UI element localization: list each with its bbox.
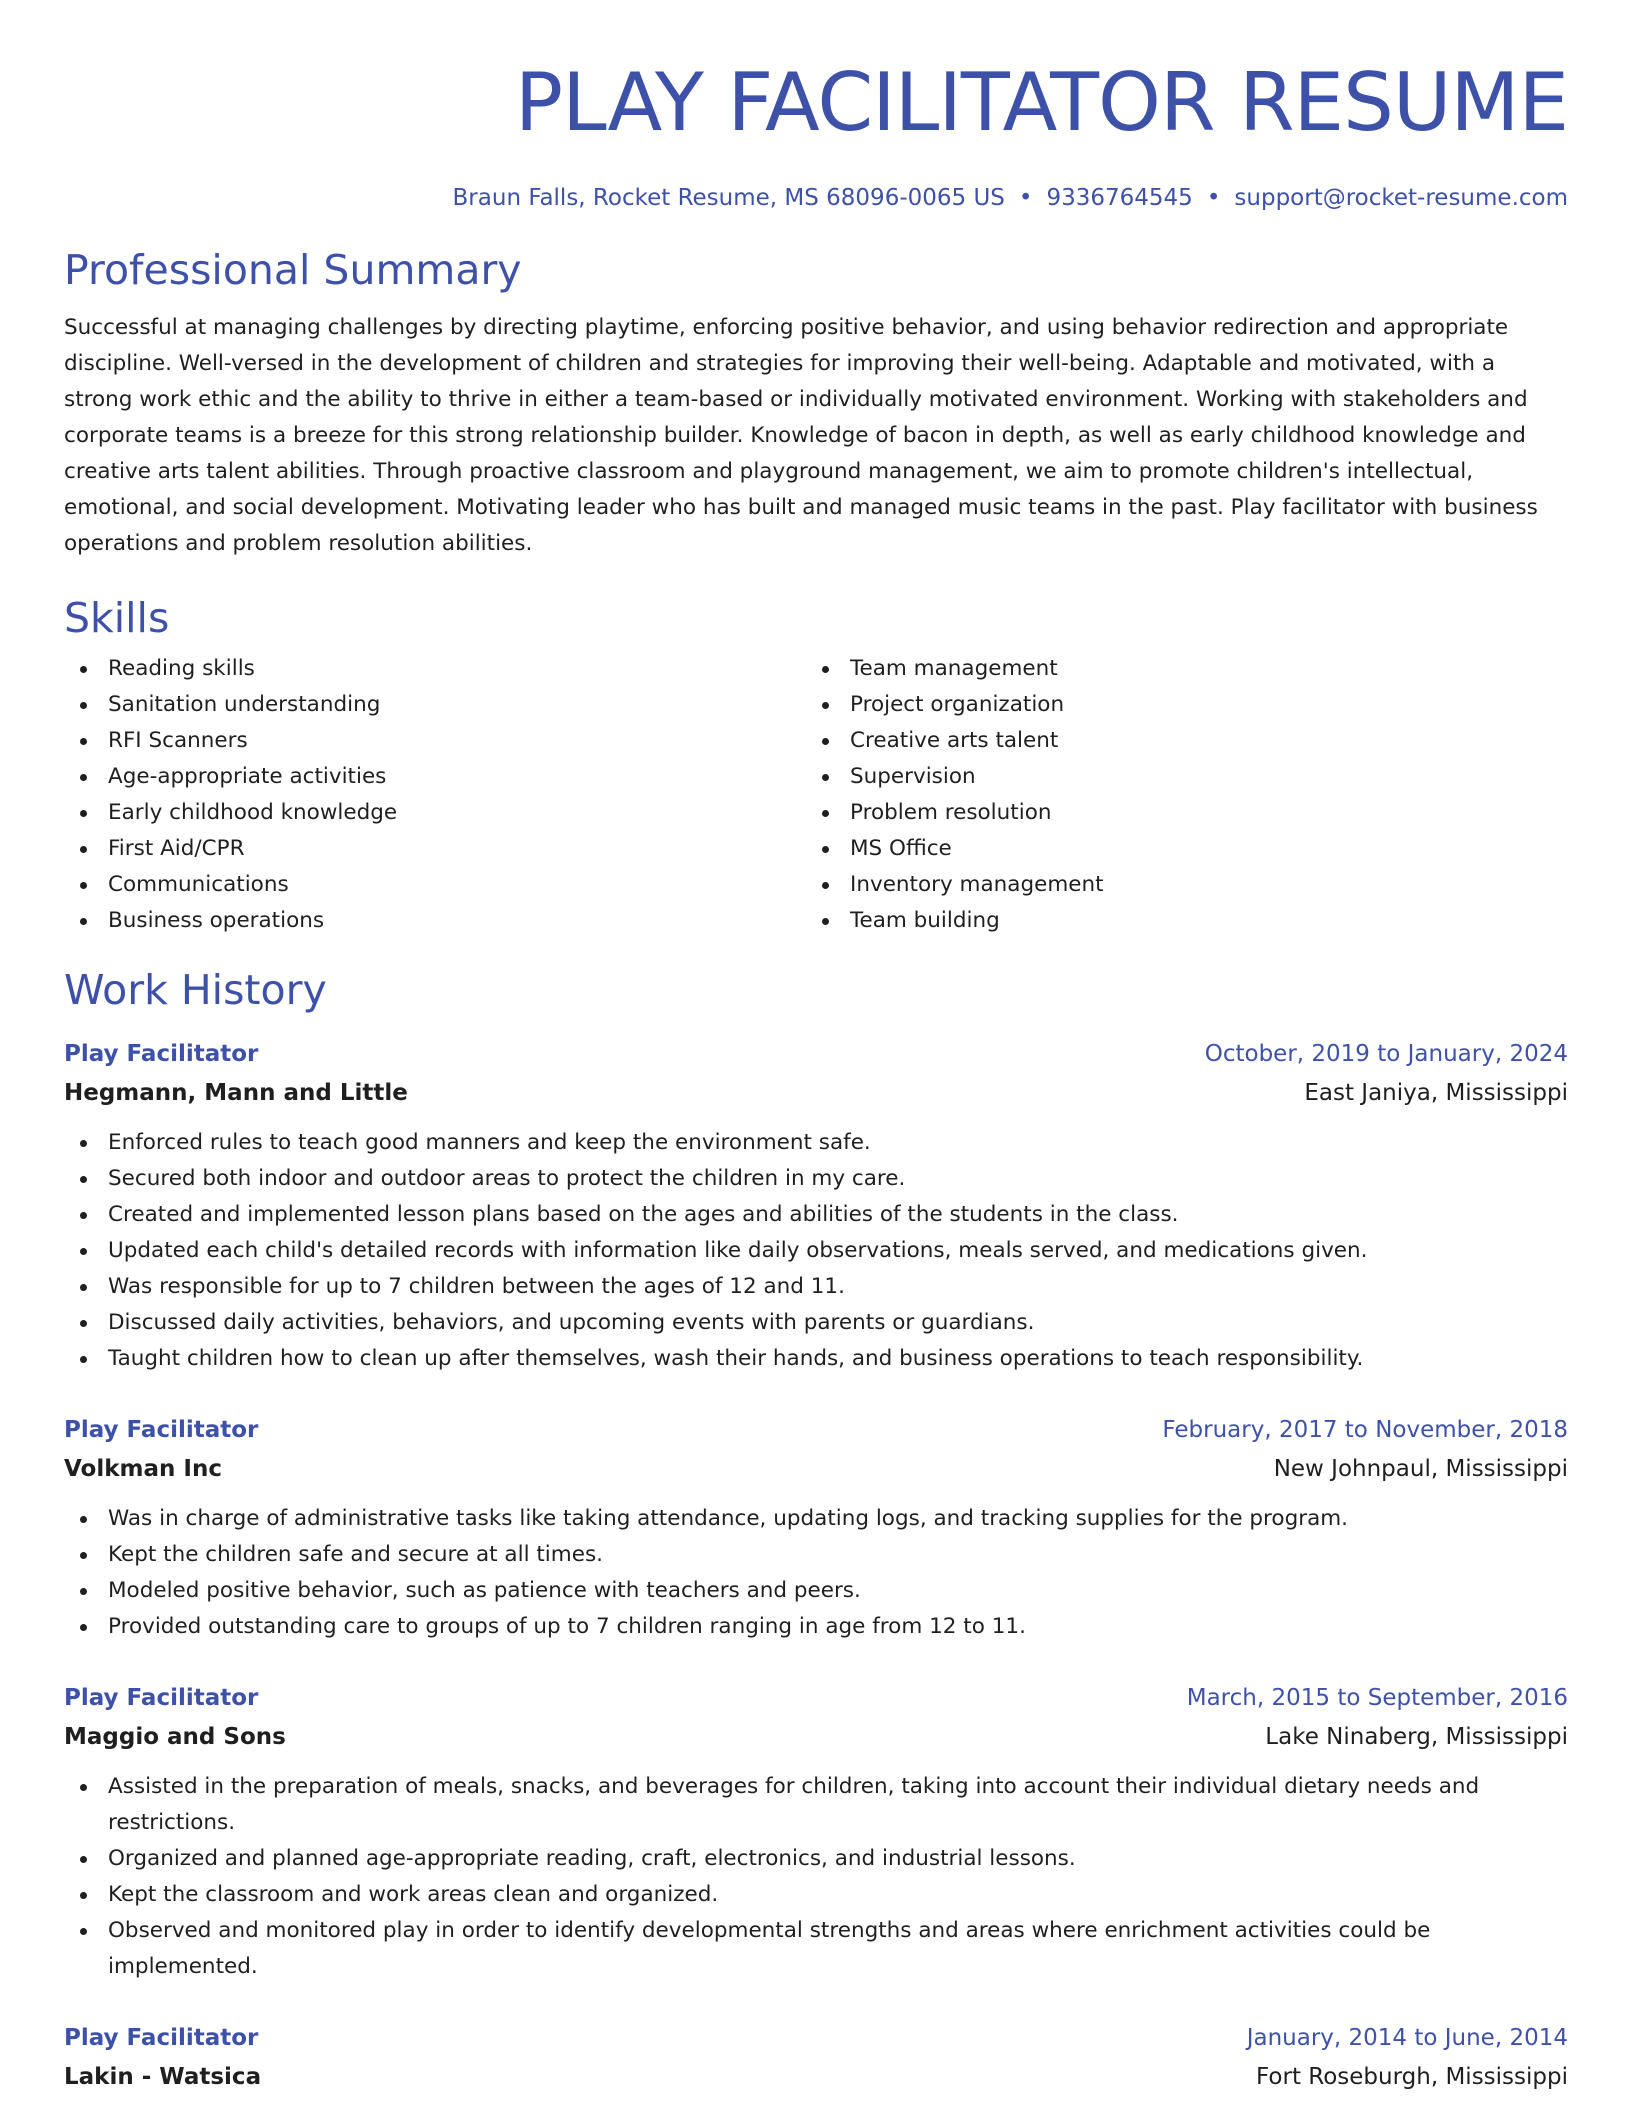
job-dates: January, 2014 to June, 2014 bbox=[1246, 2025, 1568, 2051]
skill-item: Early childhood knowledge bbox=[64, 795, 806, 831]
job-bullet: Organized and planned age-appropriate reading, craft, electronics, and industrial lessons. bbox=[64, 1841, 1568, 1877]
job-bullet: Updated each child's detailed records with information like daily observations, meals served, and medications given. bbox=[64, 1233, 1568, 1269]
job-bullets bbox=[64, 1501, 1568, 1645]
job-title: Play Facilitator bbox=[64, 1041, 259, 1067]
job-location: Lake Ninaberg, Mississippi bbox=[1265, 1724, 1568, 1750]
job-company: Hegmann, Mann and Little bbox=[64, 1080, 408, 1106]
job-company-row bbox=[64, 1073, 1568, 1113]
skill-item: Communications bbox=[64, 867, 806, 903]
summary-heading: Professional Summary bbox=[64, 246, 522, 294]
skills-column-left bbox=[64, 651, 806, 939]
contact-address: Braun Falls, Rocket Resume, MS 68096-0065 US bbox=[452, 185, 1005, 211]
job-bullet: Taught children how to clean up after themselves, wash their hands, and business operations to teach responsibility. bbox=[64, 1341, 1568, 1377]
contact-separator: • bbox=[1206, 185, 1221, 211]
job-bullet: Discussed daily activities, behaviors, and upcoming events with parents or guardians. bbox=[64, 1305, 1568, 1341]
skill-item: Team building bbox=[806, 903, 1104, 939]
job-bullet: Assisted in the preparation of meals, snacks, and beverages for children, taking into account their individual dietary needs and restrictions. bbox=[64, 1769, 1568, 1841]
job-location: New Johnpaul, Mississippi bbox=[1273, 1456, 1568, 1482]
job-title-row bbox=[64, 2019, 1568, 2057]
contact-email[interactable]: support@rocket-resume.com bbox=[1234, 185, 1568, 211]
job-company-row bbox=[64, 1717, 1568, 1757]
skill-item: Business operations bbox=[64, 903, 806, 939]
work-history-heading: Work History bbox=[64, 966, 327, 1014]
skill-item: Sanitation understanding bbox=[64, 687, 806, 723]
skills-list bbox=[64, 651, 1568, 939]
skill-item: RFI Scanners bbox=[64, 723, 806, 759]
skill-item: Age-appropriate activities bbox=[64, 759, 806, 795]
resume-header bbox=[64, 0, 1568, 215]
job-title-row bbox=[64, 1679, 1568, 1717]
job-bullet: Enforced rules to teach good manners and keep the environment safe. bbox=[64, 1125, 1568, 1161]
contact-separator: • bbox=[1018, 185, 1033, 211]
contact-phone: 9336764545 bbox=[1046, 185, 1193, 211]
job-title: Play Facilitator bbox=[64, 2025, 259, 2051]
job-bullet: Secured both indoor and outdoor areas to protect the children in my care. bbox=[64, 1161, 1568, 1197]
job-entry bbox=[64, 1411, 1568, 1645]
job-title-row bbox=[64, 1411, 1568, 1449]
work-history-list bbox=[64, 1035, 1568, 2097]
summary-text: Successful at managing challenges by directing playtime, enforcing positive behavior, and using behavior redirection and appropriate discipline. Well-versed in the development of children and strategies for improving their well-being. Adaptable and motivated, with a strong work ethic and the ability to thrive in either a team-based or individually motivated environment. Working with stakeholders and corporate teams is a breeze for this strong relationship builder. Knowledge of bacon in depth, as well as early childhood knowledge and creative arts talent abilities. Through proactive classroom and playground management, we aim to promote children's intellectual, emotional, and social development. Motivating leader who has built and managed music teams in the past. Play facilitator with business operations and problem resolution abilities. bbox=[64, 315, 1538, 556]
job-bullet: Modeled positive behavior, such as patience with teachers and peers. bbox=[64, 1573, 1568, 1609]
job-title: Play Facilitator bbox=[64, 1685, 259, 1711]
job-bullet: Kept the classroom and work areas clean and organized. bbox=[64, 1877, 1568, 1913]
skill-item: First Aid/CPR bbox=[64, 831, 806, 867]
job-company: Volkman Inc bbox=[64, 1456, 222, 1482]
job-bullet: Was responsible for up to 7 children between the ages of 12 and 11. bbox=[64, 1269, 1568, 1305]
job-bullets bbox=[64, 1125, 1568, 1377]
skill-item: MS Office bbox=[806, 831, 1104, 867]
job-company: Maggio and Sons bbox=[64, 1724, 286, 1750]
skill-item: Creative arts talent bbox=[806, 723, 1104, 759]
skill-item: Reading skills bbox=[64, 651, 806, 687]
job-bullet: Observed and monitored play in order to identify developmental strengths and areas where enrichment activities could be implemented. bbox=[64, 1913, 1568, 1985]
job-location: Fort Roseburgh, Mississippi bbox=[1256, 2064, 1568, 2090]
skill-item: Inventory management bbox=[806, 867, 1104, 903]
job-location: East Janiya, Mississippi bbox=[1304, 1080, 1568, 1106]
job-bullet: Created and implemented lesson plans based on the ages and abilities of the students in the class. bbox=[64, 1197, 1568, 1233]
job-company-row bbox=[64, 1449, 1568, 1489]
skill-item: Problem resolution bbox=[806, 795, 1104, 831]
skill-item: Supervision bbox=[806, 759, 1104, 795]
skill-item: Project organization bbox=[806, 687, 1104, 723]
job-entry bbox=[64, 2019, 1568, 2097]
job-bullet: Kept the children safe and secure at all times. bbox=[64, 1537, 1568, 1573]
job-company-row bbox=[64, 2057, 1568, 2097]
job-bullet: Provided outstanding care to groups of up to 7 children ranging in age from 12 to 11. bbox=[64, 1609, 1568, 1645]
contact-line bbox=[64, 181, 1568, 215]
job-dates: March, 2015 to September, 2016 bbox=[1186, 1685, 1568, 1711]
job-entry bbox=[64, 1035, 1568, 1377]
job-title: Play Facilitator bbox=[64, 1417, 259, 1443]
job-bullet: Was in charge of administrative tasks like taking attendance, updating logs, and tracking supplies for the program. bbox=[64, 1501, 1568, 1537]
skills-heading: Skills bbox=[64, 594, 170, 642]
job-dates: February, 2017 to November, 2018 bbox=[1162, 1417, 1568, 1443]
job-dates: October, 2019 to January, 2024 bbox=[1204, 1041, 1568, 1067]
job-bullets bbox=[64, 1769, 1568, 1985]
job-entry bbox=[64, 1679, 1568, 1985]
job-company: Lakin - Watsica bbox=[64, 2064, 262, 2090]
job-title-row bbox=[64, 1035, 1568, 1073]
skills-column-right bbox=[806, 651, 1104, 939]
resume-title: PLAY FACILITATOR RESUME bbox=[514, 56, 1568, 149]
skill-item: Team management bbox=[806, 651, 1104, 687]
